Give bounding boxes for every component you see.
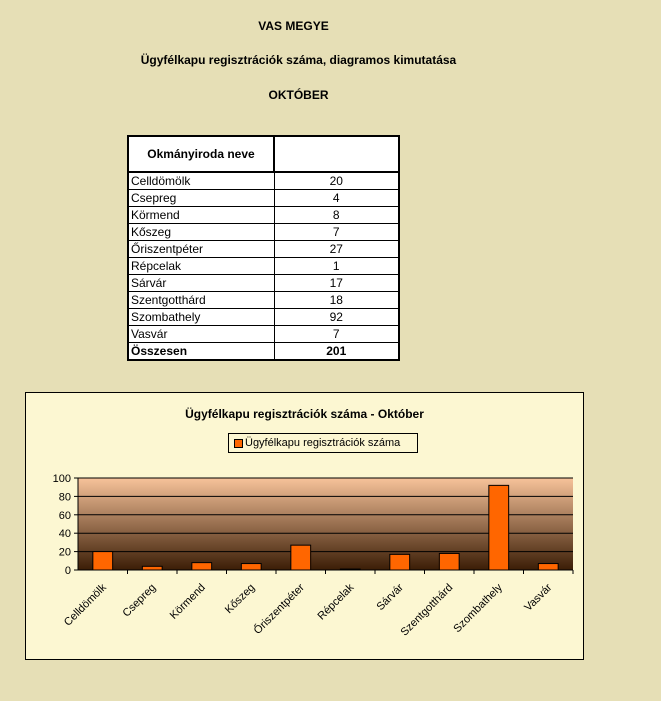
y-tick-label: 0 [64,565,71,577]
office-name: Szombathely [128,309,274,326]
y-tick-label: 20 [58,546,71,559]
office-value: 18 [274,292,399,309]
x-tick-label: Vasvár [522,581,555,614]
table-row [128,172,399,190]
office-name: Csepreg [128,190,274,207]
office-value: 17 [274,275,399,292]
office-name: Kőszeg [128,224,274,241]
table-row [128,275,399,292]
chart-area [25,392,584,660]
table-row [128,190,399,207]
office-value: 92 [274,309,399,326]
table-row [128,258,399,275]
office-value: 8 [274,207,399,224]
office-name: Szentgotthárd [128,292,274,309]
y-tick-label: 80 [58,491,71,504]
y-tick-label: 40 [58,528,71,541]
table-row [128,207,399,224]
county-title: VAS MEGYE [258,19,329,33]
x-tick-label: Répcelak [315,581,357,623]
legend-label: Ügyfélkapu regisztrációk száma [245,437,401,449]
office-value: 7 [274,326,399,343]
total-value: 201 [274,343,399,361]
bar-Körmend [192,563,212,570]
bar-Szentgotthárd [439,553,459,570]
office-name: Körmend [128,207,274,224]
bar-Sárvár [390,554,410,570]
bar-Vasvár [538,564,558,570]
total-label: Összesen [128,343,274,361]
table-total-row [128,343,399,361]
bar-Répcelak [340,569,360,570]
x-tick-label: Csepreg [120,581,159,620]
x-tick-label: Körmend [167,581,208,622]
office-name: Őriszentpéter [128,241,274,258]
month-title: OKTÓBER [268,88,329,102]
table-row [128,241,399,258]
bar-Csepreg [142,566,162,570]
bar-chart [26,393,585,661]
office-table [127,135,400,361]
chart-title: Ügyfélkapu regisztrációk száma - Október [185,407,424,421]
office-name: Vasvár [128,326,274,343]
table-row [128,309,399,326]
x-tick-label: Sárvár [374,581,406,614]
x-tick-label: Szombathely [451,581,505,636]
x-tick-label: Szentgotthárd [398,581,456,639]
y-tick-label: 100 [52,473,71,485]
y-tick-label: 60 [58,509,71,522]
x-tick-label: Őriszentpéter [251,581,307,637]
col-header-value [274,136,399,172]
office-name: Sárvár [128,275,274,292]
col-header-name: Okmányiroda neve [128,136,274,172]
bar-Celldömölk [93,552,113,570]
bar-Szombathely [489,485,509,570]
office-name: Celldömölk [128,172,274,190]
x-tick-label: Celldömölk [61,581,109,629]
office-value: 7 [274,224,399,241]
office-value: 27 [274,241,399,258]
table-row [128,224,399,241]
office-name: Répcelak [128,258,274,275]
office-value: 1 [274,258,399,275]
table-row [128,326,399,343]
office-value: 4 [274,190,399,207]
table-row [128,292,399,309]
bar-Kőszeg [241,564,261,570]
office-value: 20 [274,172,399,190]
bar-Őriszentpéter [291,545,311,570]
table-header-row [128,136,399,172]
x-tick-label: Kőszeg [222,581,258,617]
report-subtitle: Ügyfélkapu regisztrációk száma, diagramos kimutatása [140,53,457,67]
